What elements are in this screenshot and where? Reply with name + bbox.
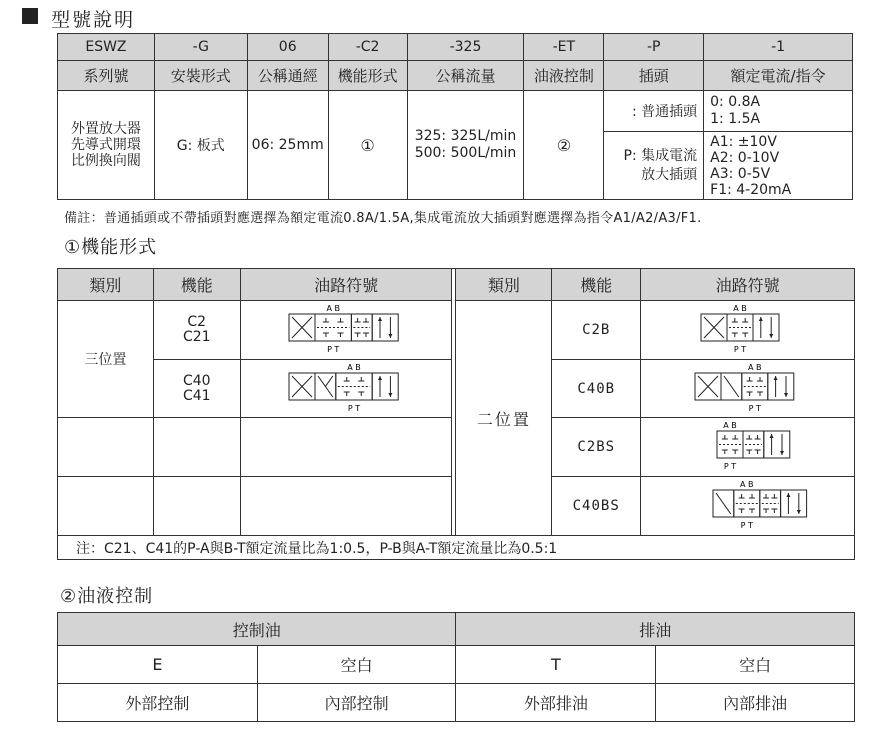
svg-text:A B: A B bbox=[747, 362, 762, 372]
code-function: -C2 bbox=[328, 34, 407, 61]
function-c2-c21: C2 C21 bbox=[153, 301, 240, 360]
header-category-left: 類別 bbox=[58, 269, 154, 301]
valve-symbol-icon bbox=[281, 362, 411, 412]
oil-header-row bbox=[58, 613, 855, 646]
category-three-position: 三位置 bbox=[58, 301, 154, 418]
page-title-block bbox=[22, 8, 135, 35]
oil-code-t: T bbox=[456, 646, 656, 684]
oil-code-blank-1: 空白 bbox=[257, 646, 456, 684]
code-current: -1 bbox=[704, 34, 853, 61]
valve-symbol-icon bbox=[683, 362, 813, 412]
oil-external-drain: 外部排油 bbox=[456, 684, 656, 722]
header-mount: 安裝形式 bbox=[154, 61, 247, 91]
svg-text:P T: P T bbox=[733, 345, 746, 353]
oil-code-row bbox=[58, 646, 855, 684]
value-function: ① bbox=[328, 91, 407, 200]
header-control-oil: 控制油 bbox=[58, 613, 456, 646]
symbol-cell bbox=[641, 301, 855, 360]
code-mount: -G bbox=[154, 34, 247, 61]
symbol-cell bbox=[641, 360, 855, 418]
symbol-cell bbox=[240, 301, 452, 360]
valve-symbol-icon bbox=[281, 303, 411, 353]
empty-cell bbox=[58, 418, 154, 477]
function-c2bs: C2BS bbox=[552, 418, 641, 477]
svg-text:P T: P T bbox=[723, 462, 736, 470]
oil-desc-row bbox=[58, 684, 855, 722]
square-bullet-icon bbox=[22, 8, 38, 24]
function-row bbox=[58, 301, 855, 360]
model-header-row bbox=[58, 61, 853, 91]
svg-text:A B: A B bbox=[732, 304, 747, 313]
header-size: 公稱通經 bbox=[247, 61, 328, 91]
header-symbol-right: 油路符號 bbox=[641, 269, 855, 301]
function-c40bs: C40BS bbox=[552, 477, 641, 536]
valve-symbol-icon bbox=[683, 479, 813, 529]
svg-text:A B: A B bbox=[739, 480, 754, 489]
value-mount: G: 板式 bbox=[154, 91, 247, 200]
function-note: 注：C21、C41的P-A與B-T額定流量比為1:0.5，P-B與A-T額定流量比為0.5:1 bbox=[58, 536, 855, 560]
model-code-table bbox=[57, 33, 853, 200]
oil-code-e: E bbox=[58, 646, 258, 684]
page-title: 型號說明 bbox=[51, 9, 136, 31]
oil-code-blank-2: 空白 bbox=[656, 646, 855, 684]
oil-external-control: 外部控制 bbox=[58, 684, 258, 722]
oil-control-table bbox=[57, 612, 855, 722]
symbol-cell bbox=[641, 418, 855, 477]
function-c40b: C40B bbox=[552, 360, 641, 418]
svg-text:A B: A B bbox=[326, 304, 341, 313]
header-plug: 插頭 bbox=[604, 61, 704, 91]
value-oil: ② bbox=[524, 91, 604, 200]
model-code-row bbox=[58, 34, 853, 61]
code-oil: -ET bbox=[524, 34, 604, 61]
svg-text:P T: P T bbox=[740, 521, 753, 529]
valve-symbol-icon bbox=[683, 420, 813, 470]
oil-section-title: ②油液控制 bbox=[60, 586, 154, 607]
header-current: 額定電流/指令 bbox=[704, 61, 853, 91]
value-current-a: 0: 0.8A 1: 1.5A bbox=[704, 91, 853, 132]
svg-text:P T: P T bbox=[748, 403, 761, 412]
symbol-cell bbox=[240, 360, 452, 418]
code-flow: -325 bbox=[407, 34, 524, 61]
value-series: 外置放大器 先導式開環 比例換向閥 bbox=[58, 91, 155, 200]
empty-cell bbox=[58, 477, 154, 536]
category-two-position: 二位置 bbox=[456, 301, 552, 536]
empty-cell bbox=[240, 477, 452, 536]
value-size: 06: 25mm bbox=[247, 91, 328, 200]
function-section-title: ①機能形式 bbox=[64, 237, 158, 258]
header-function-left: 機能 bbox=[153, 269, 240, 301]
header-oil: 油液控制 bbox=[524, 61, 604, 91]
empty-cell bbox=[240, 418, 452, 477]
value-plug-p: P: 集成電流 放大插頭 bbox=[604, 132, 704, 200]
svg-text:A B: A B bbox=[347, 362, 361, 372]
code-series: ESWZ bbox=[58, 34, 155, 61]
svg-text:P T: P T bbox=[327, 345, 340, 353]
function-c2b: C2B bbox=[552, 301, 641, 360]
symbol-cell bbox=[641, 477, 855, 536]
svg-text:A B: A B bbox=[722, 421, 737, 430]
oil-internal-control: 內部控制 bbox=[257, 684, 456, 722]
header-series: 系列號 bbox=[58, 61, 155, 91]
header-function-right: 機能 bbox=[552, 269, 641, 301]
function-c40-c41: C40 C41 bbox=[153, 360, 240, 418]
header-symbol-left: 油路符號 bbox=[240, 269, 452, 301]
header-category-right: 類別 bbox=[456, 269, 552, 301]
value-plug-normal: : 普通插頭 bbox=[604, 91, 704, 132]
oil-internal-drain: 內部排油 bbox=[656, 684, 855, 722]
empty-cell bbox=[153, 418, 240, 477]
header-function: 機能形式 bbox=[328, 61, 407, 91]
model-value-row-1 bbox=[58, 91, 853, 132]
value-current-b: A1: ±10V A2: 0-10V A3: 0-5V F1: 4-20mA bbox=[704, 132, 853, 200]
empty-cell bbox=[153, 477, 240, 536]
header-drain-oil: 排油 bbox=[456, 613, 855, 646]
remark-text: 備註：普通插頭或不帶插頭對應選擇為額定電流0.8A/1.5A,集成電流放大插頭對應選擇為指令A1/A2/A3/F1. bbox=[64, 211, 702, 226]
code-size: 06 bbox=[247, 34, 328, 61]
function-header-row bbox=[58, 269, 855, 301]
svg-text:P T: P T bbox=[347, 403, 361, 412]
value-flow: 325: 325L/min 500: 500L/min bbox=[407, 91, 524, 200]
valve-symbol-icon bbox=[683, 303, 813, 353]
code-plug: -P bbox=[604, 34, 704, 61]
header-flow: 公稱流量 bbox=[407, 61, 524, 91]
function-note-row bbox=[58, 536, 855, 560]
function-table bbox=[57, 268, 855, 560]
